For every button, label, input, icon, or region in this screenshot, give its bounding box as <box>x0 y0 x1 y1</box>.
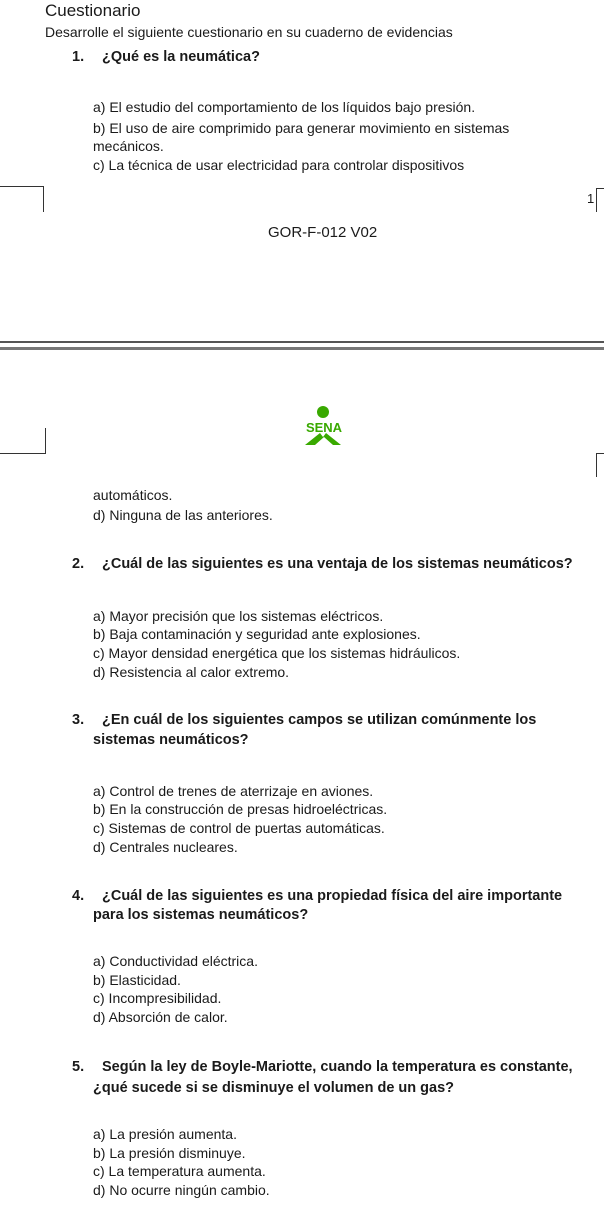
question-2 <box>72 556 573 572</box>
answer-option: a) Conductividad eléctrica. <box>93 953 258 969</box>
form-code: GOR-F-012 V02 <box>268 224 378 241</box>
crop-mark <box>596 453 597 477</box>
answer-option: d) No ocurre ningún cambio. <box>93 1182 270 1198</box>
answer-option: b) La presión disminuye. <box>93 1145 246 1161</box>
question-text: ¿Cuál de las siguientes es una ventaja de los sistemas neumáticos? <box>102 556 573 572</box>
answer-option: mecánicos. <box>93 138 164 154</box>
answer-option: b) En la construcción de presas hidroeléctricas. <box>93 801 388 817</box>
answer-option: a) El estudio del comportamiento de los líquidos bajo presión. <box>93 99 476 115</box>
answer-option: a) La presión aumenta. <box>93 1126 237 1142</box>
answer-option: automáticos. <box>93 487 173 503</box>
question-number: 4. <box>72 888 85 904</box>
logo-text: SENA <box>305 420 343 435</box>
question-number: 5. <box>72 1059 85 1075</box>
answer-option: b) Baja contaminación y seguridad ante explosiones. <box>93 626 421 642</box>
page-divider <box>0 347 604 350</box>
question-number: 1. <box>72 49 85 65</box>
answer-option: b) Elasticidad. <box>93 972 181 988</box>
page-divider <box>0 341 604 343</box>
answer-option: d) Absorción de calor. <box>93 1009 228 1025</box>
answer-option: c) La temperatura aumenta. <box>93 1163 266 1179</box>
crop-mark <box>0 453 45 454</box>
question-1 <box>72 49 260 65</box>
answer-option: a) Control de trenes de aterrizaje en aviones. <box>93 783 374 799</box>
question-text: Según la ley de Boyle-Mariotte, cuando la temperatura es constante, <box>102 1059 573 1075</box>
crop-mark <box>596 188 604 189</box>
answer-option: c) Incompresibilidad. <box>93 990 222 1006</box>
answer-option: d) Ninguna de las anteriores. <box>93 507 273 523</box>
crop-mark <box>596 188 597 212</box>
question-text-continued: para los sistemas neumáticos? <box>93 907 309 923</box>
crop-mark <box>0 186 43 187</box>
answer-option: a) Mayor precisión que los sistemas eléctricos. <box>93 608 384 624</box>
page-instruction: Desarrolle el siguiente cuestionario en su cuaderno de evidencias <box>45 24 453 40</box>
crop-mark <box>43 186 44 212</box>
answer-option: b) El uso de aire comprimido para generar movimiento en sistemas <box>93 120 510 136</box>
question-4 <box>72 888 562 904</box>
question-number: 2. <box>72 556 85 572</box>
question-3 <box>72 712 536 728</box>
question-text-continued: sistemas neumáticos? <box>93 732 249 748</box>
question-text: ¿Cuál de las siguientes es una propiedad física del aire importante <box>102 888 563 904</box>
logo-dot-icon <box>317 406 329 418</box>
question-text-continued: ¿qué sucede si se disminuye el volumen de un gas? <box>93 1080 454 1096</box>
page-number: 1 <box>587 191 595 206</box>
question-text: ¿En cuál de los siguientes campos se utilizan comúnmente los <box>102 712 537 728</box>
question-text: ¿Qué es la neumática? <box>102 49 260 65</box>
crop-mark <box>45 428 46 454</box>
sena-logo <box>292 405 356 445</box>
page-title: Cuestionario <box>45 1 141 20</box>
question-5 <box>72 1059 573 1075</box>
answer-option: d) Resistencia al calor extremo. <box>93 664 290 680</box>
answer-option: d) Centrales nucleares. <box>93 839 238 855</box>
answer-option: c) Sistemas de control de puertas automáticas. <box>93 820 385 836</box>
answer-option: c) Mayor densidad energética que los sistemas hidráulicos. <box>93 645 461 661</box>
question-number: 3. <box>72 712 85 728</box>
answer-option: c) La técnica de usar electricidad para controlar dispositivos <box>93 157 465 173</box>
crop-mark <box>596 453 604 454</box>
